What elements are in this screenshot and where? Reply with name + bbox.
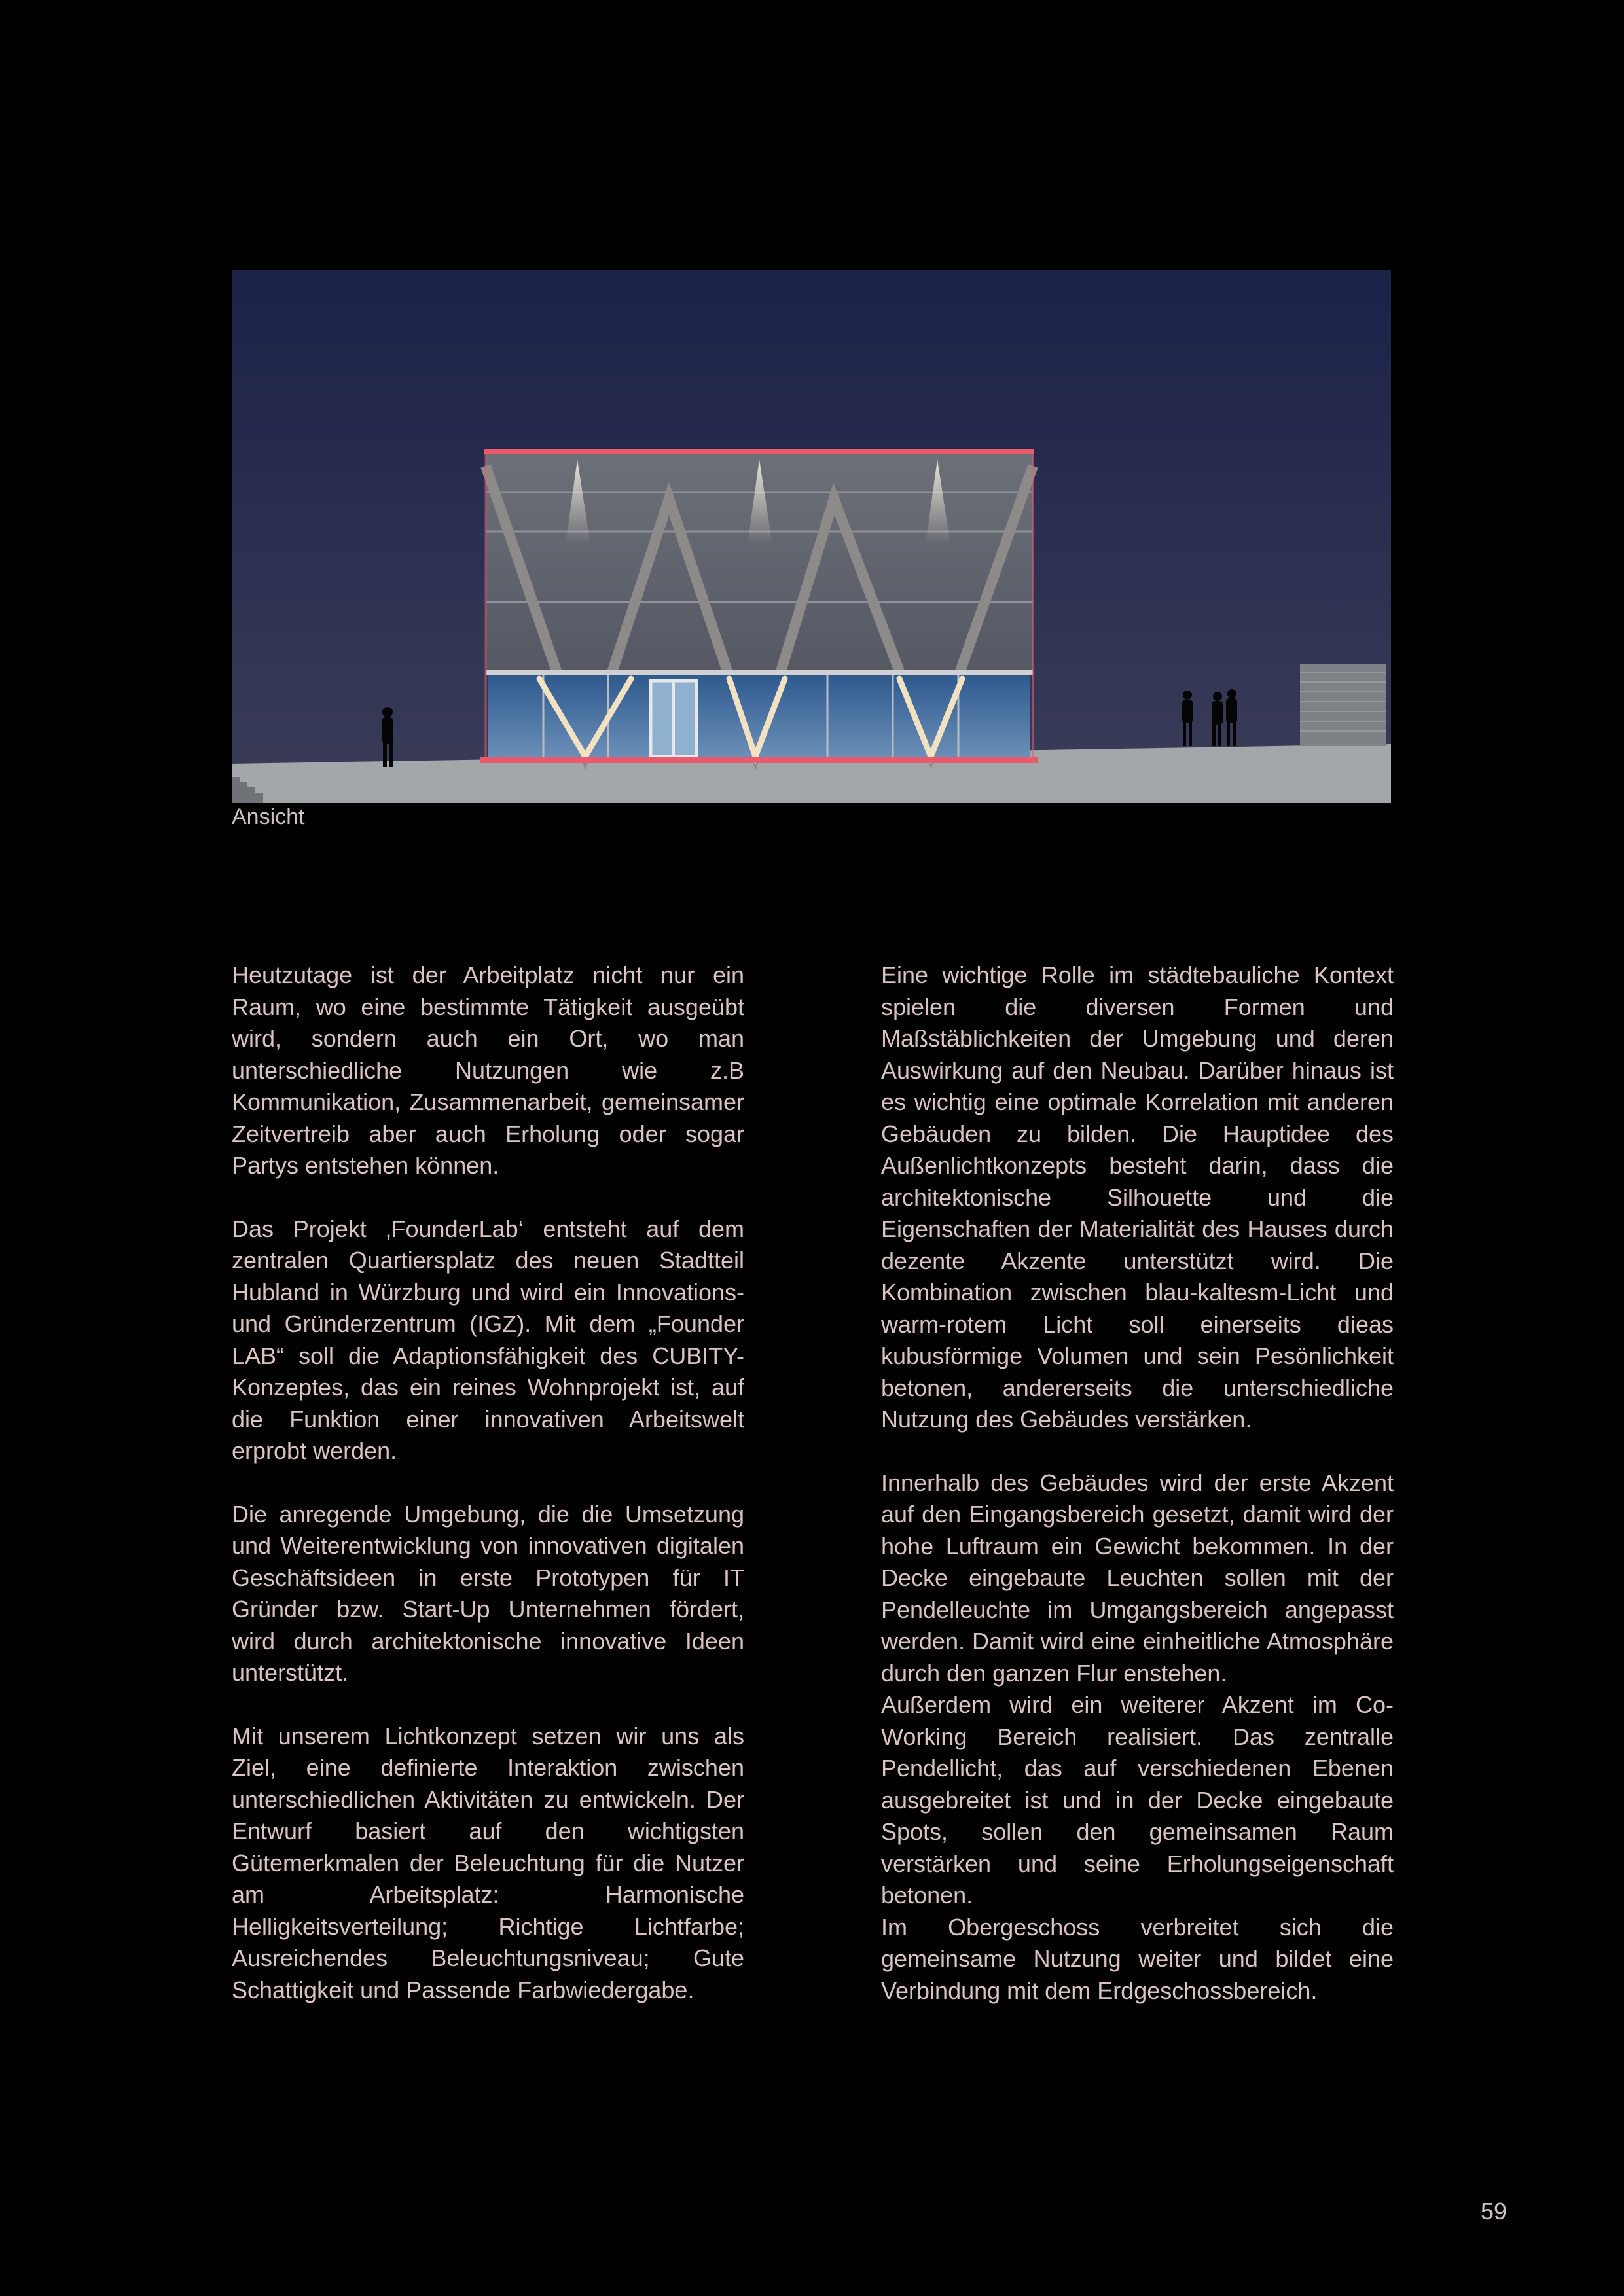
neighbor-building xyxy=(1300,664,1386,746)
paragraph: Heutzutage ist der Arbeitplatz nicht nur ein Raum, wo eine bestimmte Tätigkeit ausgeübt wird, sondern auch ein Ort, wo man unterschiedliche Nutzungen wie z.B Kommunikation, Zusammenarbeit, gemeinsamer Zeitvertreib aber auch Erholung oder sogar Partys entstehen können. xyxy=(232,961,744,1179)
paragraph: Außerdem wird ein weiterer Akzent im Co-Working Bereich realisiert. Das zentralle Pendellicht, das auf verschiedenen Ebenen ausgebreitet ist und in der Decke eingebaute Spots, sollen den gemeinsamen Raum verstärken und seine Erholungseigenschaft betonen. xyxy=(881,1691,1394,1909)
building-elevation-icon xyxy=(232,270,1391,803)
paragraph: Innerhalb des Gebäudes wird der erste Akzent auf den Eingangsbereich gesetzt, damit wird der hohe Luftraum ein Gewicht bekommen. In der Decke eingebaute Leuchten sollen mit der Pendelleuchte im Umgangsbereich angepasst werden. Damit wird eine einheitliche Atmosphäre durch den ganzen Flur enstehen. xyxy=(881,1469,1394,1687)
paragraph: Die anregende Umgebung, die die Umsetzung und Weiterentwicklung von innovativen digitalen Geschäftsideen in erste Prototypen für IT Gründer bzw. Start-Up Unternehmen fördert, wird durch architektonische innovative Ideen unterstützt. xyxy=(232,1500,744,1686)
elevation-figure xyxy=(232,270,1391,803)
founderlab-building xyxy=(480,449,1038,763)
figure-caption: Ansicht xyxy=(232,804,305,829)
paragraph: Das Projekt ‚FounderLab‘ entsteht auf dem zentralen Quartiersplatz des neuen Stadtteil Hubland in Würzburg und wird ein Innovations- und Gründerzentrum (IGZ). Mit dem „Founder LAB“ soll die Adaptionsfähigkeit des CUBITY-Konzeptes, das ein reines Wohnprojekt ist, auf die Funktion einer innovativen Arbeitswelt erprobt werden. xyxy=(232,1215,744,1464)
entrance-door xyxy=(651,681,696,757)
text-column-left xyxy=(232,960,744,2037)
paragraph: Im Obergeschoss verbreitet sich die gemeinsame Nutzung weiter und bildet eine Verbindung mit dem Erdgeschossbereich. xyxy=(881,1913,1394,2004)
paragraph: Eine wichtige Rolle im städtebauliche Kontext spielen die diversen Formen und Maßstäblichkeiten der Umgebung und deren Auswirkung auf den Neubau. Darüber hinaus ist es wichtig eine optimale Korrelation mit anderen Gebäuden zu bilden. Die Hauptidee des Außenlichtkonzepts besteht darin, dass die architektonische Silhouette und die Eigenschaften der Materialität des Hauses durch dezente Akzente unterstützt wird. Die Kombination zwischen blau-kaltesm-Licht und warm-rotem Licht soll einerseits dieas kubusförmige Volumen und sein Pesönlichkeit betonen, andererseits die unterschiedliche Nutzung des Gebäudes verstärken. xyxy=(881,961,1394,1433)
paragraph: Mit unserem Lichtkonzept setzen wir uns als Ziel, eine definierte Interaktion zwischen unterschiedlichen Aktivitäten zu entwickeln. Der Entwurf basiert auf den wichtigsten Gütemerkmalen der Beleuchtung für die Nutzer am Arbeitsplatz: Harmonische Helligkeitsverteilung; Richtige Lichtfarbe; Ausreichendes Beleuchtungsniveau; Gute Schattigkeit und Passende Farbwiedergabe. xyxy=(232,1722,744,2003)
text-column-right xyxy=(881,960,1394,2007)
page-number: 59 xyxy=(1481,2198,1507,2225)
